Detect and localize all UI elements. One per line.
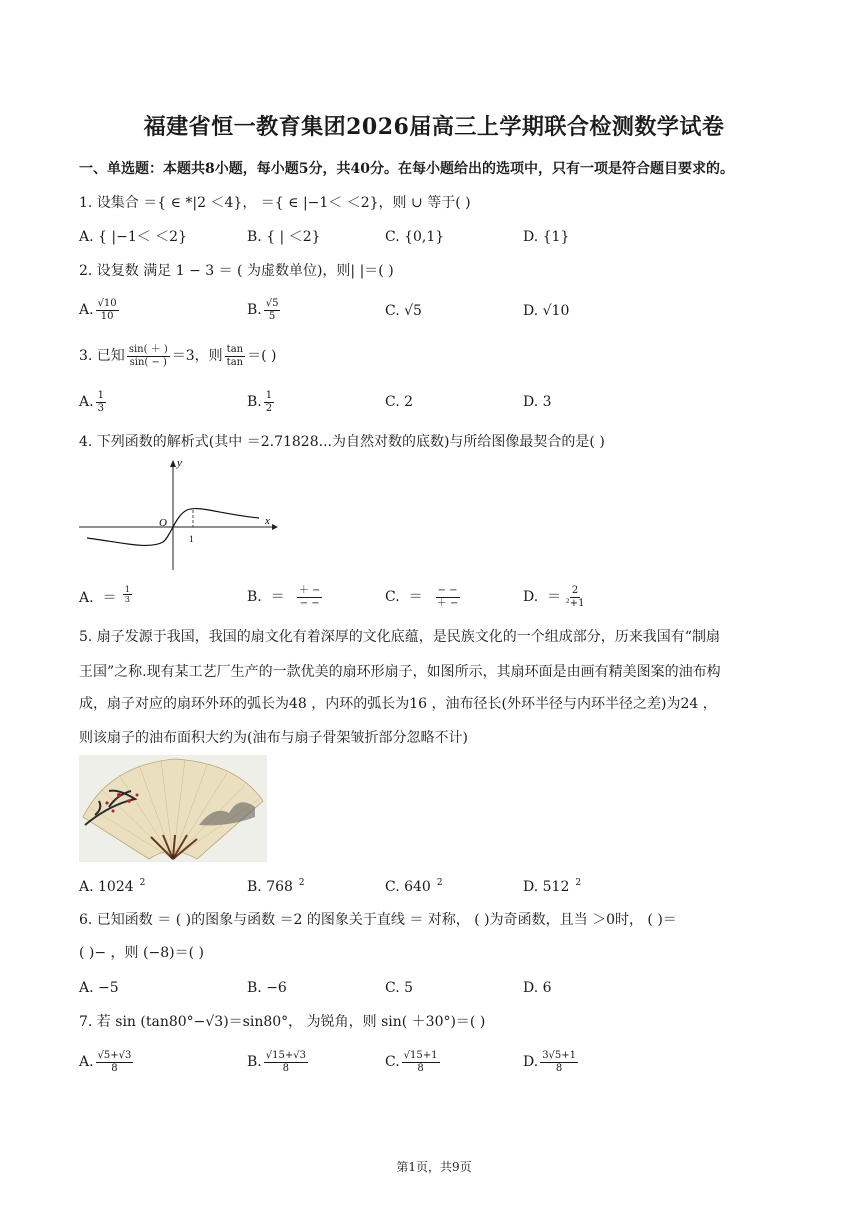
q4-b-num: ＋ − [298, 585, 321, 596]
q4-c-num: − − [437, 585, 458, 596]
q5-d-text: D. 512 [523, 879, 570, 895]
q4-b-prefix: B. [247, 589, 262, 605]
q7-b-num: √15+√3 [265, 1050, 306, 1061]
tick-label: 1 [189, 534, 194, 544]
q5-d-sup: 2 [575, 878, 582, 888]
q3-b-fraction [264, 390, 274, 414]
question-1-stem: 1. 设集合 ＝{ ∈ *|2 ＜4}， ＝{ ∈ |−1＜ ＜2}，则 ∪ 等于( ) [79, 195, 471, 211]
q4-c-den: ＋ − [436, 597, 459, 609]
page-footer: 第1页，共9页 [396, 1160, 472, 1174]
q4-d-eq: ＝ [547, 589, 562, 605]
q3-frac2-num: tan [226, 344, 244, 355]
question-4-stem: 4. 下列函数的解析式(其中 ＝2.71828...为自然对数的底数)与所给图像最契合的是( ) [79, 434, 605, 450]
q5-a-text: A. 1024 [79, 879, 134, 895]
q4-c-eq: ＝ [408, 589, 423, 605]
q1-option-d: D. {1} [523, 229, 570, 245]
q5-b-sup: 2 [298, 878, 305, 888]
q5-option-c [385, 879, 443, 894]
y-label: y [177, 458, 182, 469]
q5-b-text: B. 768 [247, 879, 293, 895]
origin-label: O [159, 517, 167, 529]
q7-option-b [247, 1050, 310, 1074]
question-6-line-1: 6. 已知函数 ＝ ( )的图象与函数 ＝2 的图象关于直线 ＝ 对称， ( )为奇函数，且当 ＞0时， ( )＝ [79, 912, 677, 928]
q7-a-fraction [96, 1050, 134, 1074]
q4-a-num: 1 [124, 585, 131, 594]
q7-a-prefix: A. [79, 1054, 94, 1070]
q6-option-d: D. 6 [523, 980, 552, 996]
q3-option-b [247, 390, 276, 414]
question-5-line-4: 则该扇子的油布面积大约为(油布与扇子骨架皱折部分忽略不计) [79, 730, 468, 746]
q4-option-d [523, 585, 589, 609]
q7-c-fraction [402, 1050, 440, 1074]
q3-b-prefix: B. [247, 394, 262, 410]
q2-b-num: √5 [265, 298, 279, 309]
function-graph [79, 458, 279, 570]
q4-b-den: − − [299, 597, 320, 609]
q3-a-num: 1 [97, 390, 104, 401]
q3-frac1 [127, 344, 170, 368]
q4-a-den: 3 [124, 595, 131, 605]
x-axis-arrow [272, 524, 278, 530]
q3-suffix: ＝( ) [247, 348, 277, 364]
q4-b-fraction [287, 585, 333, 609]
q7-c-den: 8 [417, 1062, 424, 1074]
q7-c-prefix: C. [385, 1054, 400, 1070]
q7-d-den: 8 [555, 1062, 563, 1074]
q4-a-fraction [123, 585, 132, 604]
q3-frac2 [225, 344, 245, 368]
section-heading: 一、单选题：本题共8小题，每小题5分，共40分。在每小题给出的选项中，只有一项是符合题目要求的。 [79, 161, 734, 177]
q6-option-a: A. −5 [79, 980, 119, 996]
x-label: x [265, 515, 270, 527]
q2-option-d: D. √10 [523, 303, 570, 319]
question-5-line-1: 5. 扇子发源于我国，我国的扇文化有着深厚的文化底蕴，是民族文化的一个组成部分，历来我国有“制扇 [79, 629, 720, 645]
y-axis-arrow [170, 460, 176, 467]
q2-a-num: √10 [97, 298, 117, 309]
q7-b-fraction [264, 1050, 308, 1074]
q3-option-a [79, 390, 108, 414]
q5-c-sup: 2 [436, 878, 443, 888]
q5-option-b [247, 879, 305, 894]
q4-a-prefix: A. [79, 590, 94, 606]
q7-c-num: √15+1 [403, 1050, 438, 1061]
q3-b-num: 1 [265, 390, 273, 401]
q4-a-eq: ＝ [102, 590, 117, 606]
q2-b-fraction [264, 298, 281, 322]
q5-option-a [79, 879, 145, 894]
q4-b-eq: ＝ [270, 589, 285, 605]
folding-fan-image [79, 755, 267, 862]
q7-option-d [523, 1050, 580, 1074]
q3-b-den: 2 [265, 402, 273, 414]
question-5-line-3: 成，扇子对应的扇环外环的弧长为48 ，内环的弧长为16 ，油布径长(外环半径与内环半径之差)为24 ， [79, 696, 717, 712]
q3-frac1-num: sin( ＋ ) [128, 344, 168, 355]
question-7-stem: 7. 若 sin (tan80°−√3)＝sin80°， 为锐角，则 sin( ＋30°)＝( ) [79, 1014, 486, 1030]
q4-option-a [79, 585, 134, 605]
q4-d-den: ²+1 [565, 597, 585, 609]
q4-c-prefix: C. [385, 589, 400, 605]
q4-option-c [385, 585, 473, 609]
q7-d-fraction [540, 1050, 578, 1074]
q7-a-num: √5+√3 [97, 1050, 132, 1061]
q2-a-den: 10 [100, 310, 114, 322]
question-5-line-2: 王国”之称.现有某工艺厂生产的一款优美的扇环形扇子，如图所示，其扇环面是由画有精美图案的油布构 [79, 664, 721, 680]
q4-option-b [247, 585, 335, 609]
q3-frac2-den: tan [226, 356, 244, 368]
question-3-stem [79, 344, 276, 368]
question-2-stem: 2. 设复数 满足 1 − 3 ＝ ( 为虚数单位)，则| |＝( ) [79, 263, 394, 279]
q2-a-fraction [96, 298, 119, 322]
q2-option-b [247, 298, 282, 322]
question-6-line-2: ( )− ，则 (−8)＝( ) [79, 945, 204, 961]
q3-prefix: 3. 已知 [79, 348, 125, 364]
q2-option-a [79, 298, 121, 322]
q7-option-c [385, 1050, 442, 1074]
q3-a-fraction [96, 390, 106, 414]
q2-option-c: C. √5 [385, 303, 422, 319]
q1-option-a: A. { |−1＜ ＜2} [79, 229, 187, 245]
q3-option-d: D. 3 [523, 394, 552, 410]
q3-a-prefix: A. [79, 394, 94, 410]
q7-option-a [79, 1050, 135, 1074]
q3-a-den: 3 [97, 402, 104, 414]
q3-middle: ＝3，则 [171, 348, 223, 364]
q2-a-prefix: A. [79, 302, 94, 318]
q7-b-den: 8 [282, 1062, 290, 1074]
q6-option-c: C. 5 [385, 980, 414, 996]
q1-option-b: B. { | ＜2} [247, 229, 321, 245]
q4-d-num: 2 [571, 585, 579, 596]
q4-d-fraction [563, 585, 587, 609]
fan-pivot [171, 855, 176, 860]
q1-option-c: C. {0,1} [385, 229, 445, 245]
q6-option-b: B. −6 [247, 980, 287, 996]
q7-a-den: 8 [111, 1062, 118, 1074]
page-title: 福建省恒一教育集团2026届高三上学期联合检测数学试卷 [143, 114, 725, 140]
q3-option-c: C. 2 [385, 394, 414, 410]
q7-d-num: 3√5+1 [542, 1050, 577, 1061]
q5-a-sup: 2 [139, 878, 146, 888]
q3-frac1-den: sin( − ) [129, 356, 167, 368]
q5-c-text: C. 640 [385, 879, 431, 895]
q2-b-prefix: B. [247, 302, 262, 318]
q7-b-prefix: B. [247, 1054, 262, 1070]
q4-c-fraction [425, 585, 471, 609]
q5-option-d [523, 879, 581, 894]
q4-d-prefix: D. [523, 589, 539, 605]
q7-d-prefix: D. [523, 1054, 539, 1070]
q2-b-den: 5 [268, 310, 276, 322]
